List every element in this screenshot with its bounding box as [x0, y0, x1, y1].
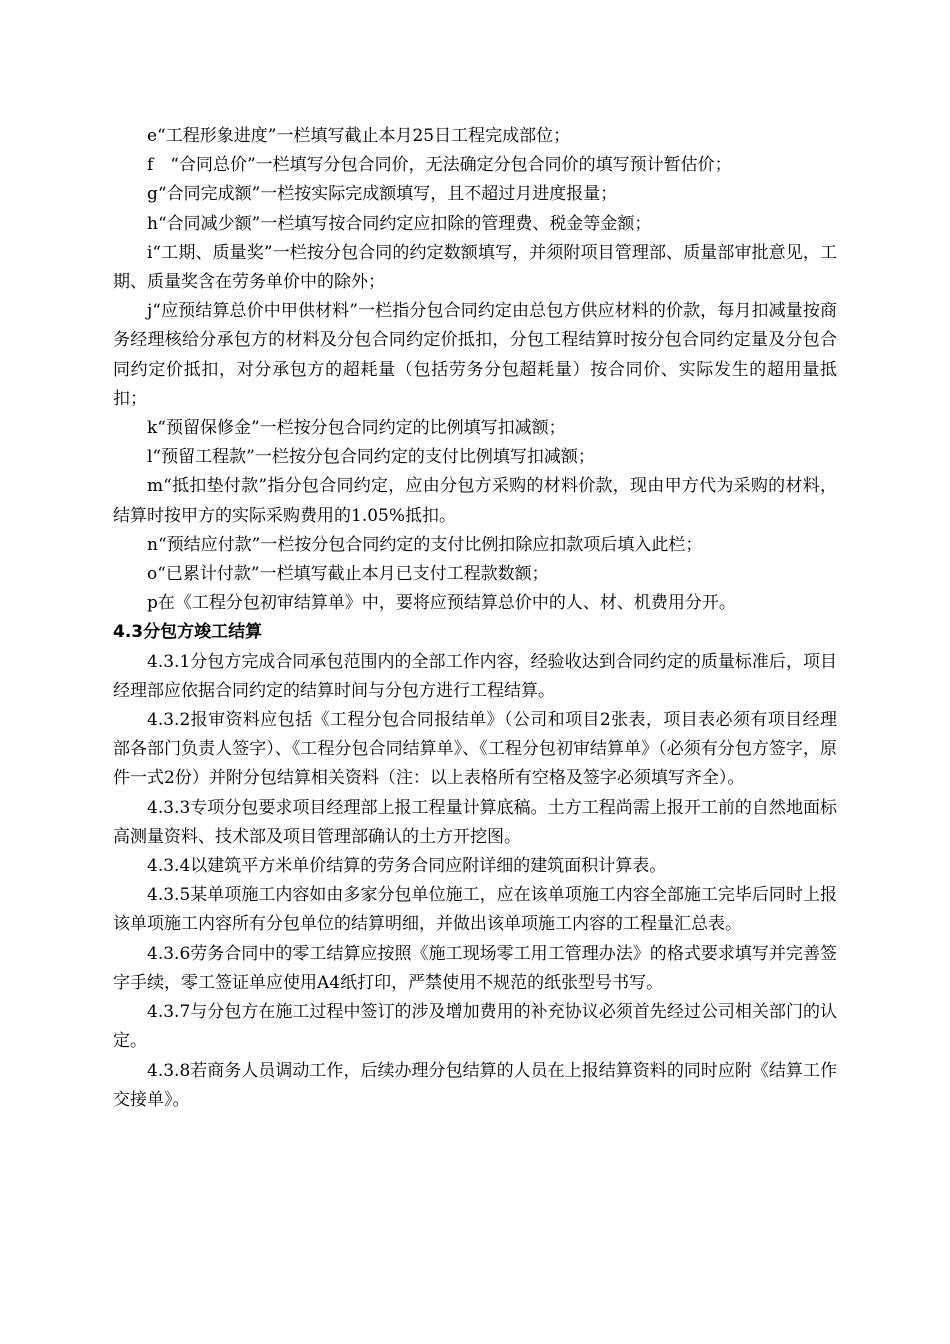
section-paragraph-4-3-2: 4.3.2报审资料应包括《工程分包合同报结单》（公司和项目2张表，项目表必须有项目经理部各部门负责人签字）、《工程分包合同结算单》、《工程分包初审结算单》（必须有分包方签字，原件一式2份）并附分包结算相关资料（注：以上表格所有空格及签字必须填写齐全）。	[113, 710, 837, 789]
section-heading: 4.3分包方竣工结算	[113, 622, 263, 643]
section-paragraph-4-3-7: 4.3.7与分包方在施工过程中签订的涉及增加费用的补充协议必须首先经过公司相关部门的认定。	[113, 1002, 837, 1052]
list-item-e: e“工程形象进度”一栏填写截止本月25日工程完成部位；	[147, 126, 571, 146]
list-item-f: f “合同总价”一栏填写分包合同价，无法确定分包合同价的填写预计暂估价；	[147, 155, 732, 176]
section-paragraph-4-3-3: 4.3.3专项分包要求项目经理部上报工程量计算底稿。土方工程尚需上报开工前的自然地面标高测量资料、技术部及项目管理部确认的土方开挖图。	[113, 797, 837, 847]
list-item-p: p在《工程分包初审结算单》中，要将应预结算总价中的人、材、机费用分开。	[147, 593, 736, 614]
list-item-k: k“预留保修金”一栏按分包合同约定的比例填写扣减额；	[147, 418, 566, 439]
document-page	[113, 122, 837, 1115]
list-item-j: j“应预结算总价中甲供材料”一栏指分包合同约定由总包方供应材料的价款，每月扣减量按商务经理核给分承包方的材料及分包合同约定价抵扣，分包工程结算时按分包合同约定量及分包合同约定价抵扣，对分承包方的超耗量（包括劳务分包超耗量）按合同价、实际发生的超用量抵扣；	[113, 301, 837, 409]
list-item-h: h“合同减少额”一栏填写按合同约定应扣除的管理费、税金等金额；	[147, 213, 652, 234]
list-item-o: o“已累计付款”一栏填写截止本月已支付工程款数额；	[147, 564, 549, 585]
list-item-g: g“合同完成额”一栏按实际完成额填写，且不超过月进度报量；	[147, 184, 618, 205]
section-paragraph-4-3-8: 4.3.8若商务人员调动工作，后续办理分包结算的人员在上报结算资料的同时应附《结算工作交接单》。	[113, 1060, 837, 1110]
section-paragraph-4-3-5: 4.3.5某单项施工内容如由多家分包单位施工，应在该单项施工内容全部施工完毕后同时上报该单项施工内容所有分包单位的结算明细，并做出该单项施工内容的工程量汇总表。	[113, 885, 837, 935]
section-paragraph-4-3-6: 4.3.6劳务合同中的零工结算应按照《施工现场零工用工管理办法》的格式要求填写并完善签字手续，零工签证单应使用A4纸打印，严禁使用不规范的纸张型号书写。	[113, 943, 837, 993]
list-item-n: n“预结应付款”一栏按分包合同约定的支付比例扣除应扣款项后填入此栏；	[147, 534, 703, 555]
section-paragraph-4-3-1: 4.3.1分包方完成合同承包范围内的全部工作内容，经验收达到合同约定的质量标准后，项目经理部应依据合同约定的结算时间与分包方进行工程结算。	[113, 651, 837, 701]
list-item-m: m“抵扣垫付款”指分包合同约定，应由分包方采购的材料价款，现由甲方代为采购的材料，结算时按甲方的实际采购费用的1.05%抵扣。	[113, 476, 837, 526]
list-item-l: l“预留工程款”一栏按分包合同约定的支付比例填写扣减额；	[147, 447, 595, 468]
list-item-i: i“工期、质量奖”一栏按分包合同的约定数额填写，并须附项目管理部、质量部审批意见，工期、质量奖含在劳务单价中的除外；	[113, 242, 837, 293]
section-paragraph-4-3-4: 4.3.4以建筑平方米单价结算的劳务合同应附详细的建筑面积计算表。	[147, 856, 667, 877]
